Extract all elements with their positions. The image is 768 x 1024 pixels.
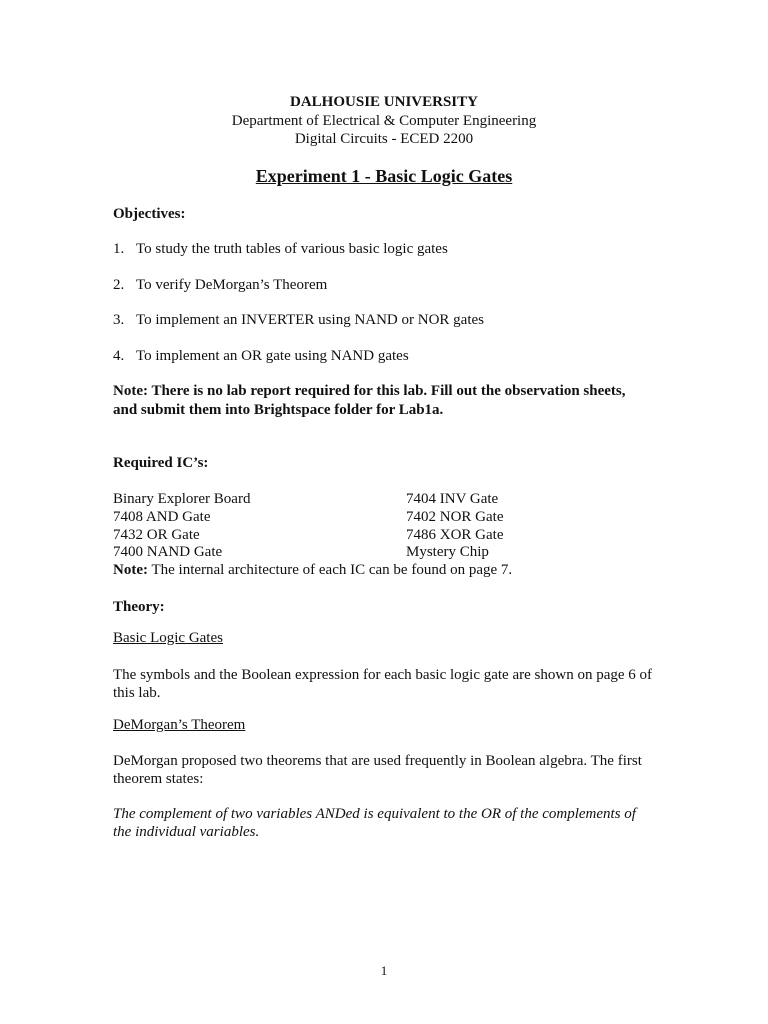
objective-text: To implement an INVERTER using NAND or NOR gates: [136, 312, 485, 328]
objectives-heading: Objectives:: [113, 206, 186, 222]
required-ic-item: 7408 AND Gate: [113, 509, 211, 525]
required-ic-item: Mystery Chip: [406, 544, 489, 560]
objective-item: [113, 347, 409, 365]
required-ic-item: 7404 INV Gate: [406, 491, 499, 507]
university-name: DALHOUSIE UNIVERSITY: [290, 94, 478, 110]
note-label: Note:: [113, 562, 148, 578]
basic-logic-gates-text: this lab.: [113, 685, 161, 701]
page-title: Experiment 1 - Basic Logic Gates: [255, 166, 513, 186]
demorgan-text: theorem states:: [113, 771, 204, 787]
lab-note-line: and submit them into Brightspace folder for Lab1a.: [113, 402, 444, 418]
department-name: Department of Electrical & Computer Engineering: [231, 113, 537, 129]
note-text: The internal architecture of each IC can be found on page 7.: [147, 562, 513, 578]
objective-number: 1.: [113, 241, 125, 257]
objective-text: To verify DeMorgan’s Theorem: [136, 277, 328, 293]
basic-logic-gates-heading: Basic Logic Gates: [113, 630, 223, 646]
demorgan-heading: DeMorgan’s Theorem: [113, 717, 246, 733]
ic-architecture-note: [113, 561, 512, 579]
objective-item: [113, 240, 448, 258]
required-ics-heading: Required IC’s:: [113, 455, 209, 471]
course-name: Digital Circuits - ECED 2200: [294, 131, 474, 147]
required-ic-item: Binary Explorer Board: [113, 491, 251, 507]
required-ic-item: 7402 NOR Gate: [406, 509, 504, 525]
theorem-quote: the individual variables.: [113, 824, 260, 840]
page-number: 1: [380, 963, 388, 978]
objective-text: To study the truth tables of various basic logic gates: [136, 241, 448, 257]
basic-logic-gates-text: The symbols and the Boolean expression for each basic logic gate are shown on page 6 of: [113, 667, 653, 683]
lab-note-line: Note: There is no lab report required for this lab. Fill out the observation sheets,: [113, 383, 626, 399]
demorgan-text: DeMorgan proposed two theorems that are used frequently in Boolean algebra. The first: [113, 753, 642, 769]
objective-item: [113, 311, 484, 329]
objective-number: 4.: [113, 348, 125, 364]
required-ic-item: 7400 NAND Gate: [113, 544, 223, 560]
required-ic-item: 7432 OR Gate: [113, 527, 200, 543]
required-ic-item: 7486 XOR Gate: [406, 527, 504, 543]
theorem-quote: The complement of two variables ANDed is equivalent to the OR of the complements of: [113, 806, 636, 822]
objective-number: 3.: [113, 312, 125, 328]
objective-text: To implement an OR gate using NAND gates: [136, 348, 409, 364]
objective-item: [113, 276, 327, 294]
theory-heading: Theory:: [113, 599, 165, 615]
objective-number: 2.: [113, 277, 125, 293]
